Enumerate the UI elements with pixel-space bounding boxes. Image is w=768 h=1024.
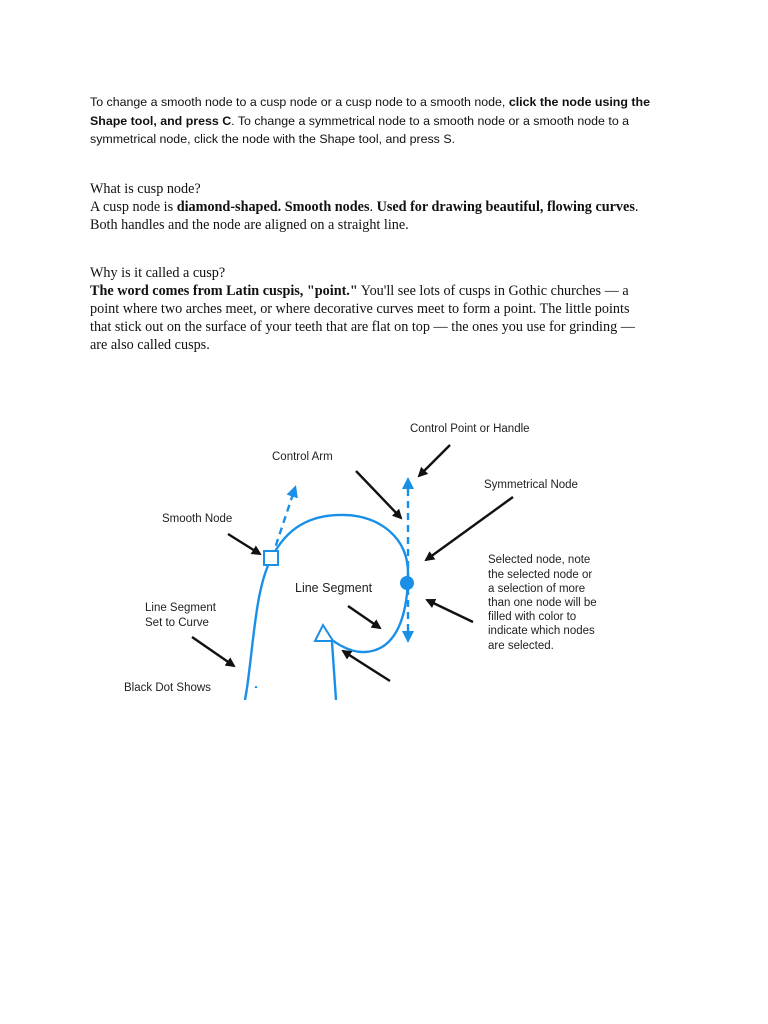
arrow-symmetrical-node xyxy=(426,497,513,560)
question-heading: Why is it called a cusp? xyxy=(90,265,226,281)
label-selected-6: indicate which nodes xyxy=(488,625,595,637)
main-curve xyxy=(247,515,408,688)
intro-line-1: To change a smooth node to a cusp node or a cusp node to a smooth node, click the node using the xyxy=(90,95,650,109)
label-line-segment: Line Segment xyxy=(295,581,373,595)
node-diagram-svg xyxy=(90,408,610,700)
cusp-name-question-block xyxy=(90,264,690,354)
arrow-control-point xyxy=(419,445,450,476)
arrow-line-segment xyxy=(348,606,380,628)
label-selected-4: than one node will be xyxy=(488,597,597,609)
label-selected-3: a selection of more xyxy=(488,583,586,595)
cusp-node-triangle xyxy=(315,625,333,641)
arrow-smooth-node xyxy=(228,534,260,554)
label-line-seg-curve-2: Set to Curve xyxy=(145,617,209,629)
smooth-node-square xyxy=(264,551,278,565)
label-selected-7: are selected. xyxy=(488,640,554,652)
arrow-line-seg-curve xyxy=(192,637,234,666)
answer-line-4: are also called cusps. xyxy=(90,337,210,353)
arrow-selected-node xyxy=(427,600,473,622)
label-selected-5: filled with color to xyxy=(488,611,577,623)
question-heading: What is cusp node? xyxy=(90,181,201,197)
answer-line-2: Both handles and the node are aligned on a straight line. xyxy=(90,217,409,233)
selected-node-dot xyxy=(400,576,414,590)
smooth-node-control-arm xyxy=(272,488,295,557)
answer-line-2: point where two arches meet, or where decorative curves meet to form a point. The little points xyxy=(90,301,630,317)
cusp-node-question-block xyxy=(90,180,690,234)
cusp-lower-line-2 xyxy=(245,688,247,700)
label-black-dot: Black Dot Shows xyxy=(124,682,211,694)
label-selected-2: the selected node or xyxy=(488,569,593,581)
arrow-cusp-node xyxy=(343,651,390,681)
label-control-point: Control Point or Handle xyxy=(410,423,530,435)
label-selected-1: Selected node, note xyxy=(488,554,591,566)
label-smooth-node: Smooth Node xyxy=(162,513,233,525)
node-diagram xyxy=(90,408,610,700)
answer-line-1: The word comes from Latin cuspis, "point." You'll see lots of cusps in Gothic churches — a xyxy=(90,283,629,299)
answer-line-1: A cusp node is diamond-shaped. Smooth nodes. Used for drawing beautiful, flowing curves. xyxy=(90,199,639,215)
arrow-control-arm xyxy=(356,471,401,518)
answer-line-3: that stick out on the surface of your teeth that are flat on top — the ones you use for grinding — xyxy=(90,319,635,335)
label-line-seg-curve-1: Line Segment xyxy=(145,602,216,614)
intro-line-2: Shape tool, and press C. To change a symmetrical node to a smooth node or a smooth node to a xyxy=(90,113,630,128)
cusp-lower-line xyxy=(332,642,336,700)
label-symmetrical-node: Symmetrical Node xyxy=(484,479,578,491)
label-control-arm: Control Arm xyxy=(272,451,333,463)
intro-paragraph xyxy=(90,93,690,149)
intro-line-3: symmetrical node, click the node with the Shape tool, and press S. xyxy=(90,132,456,146)
